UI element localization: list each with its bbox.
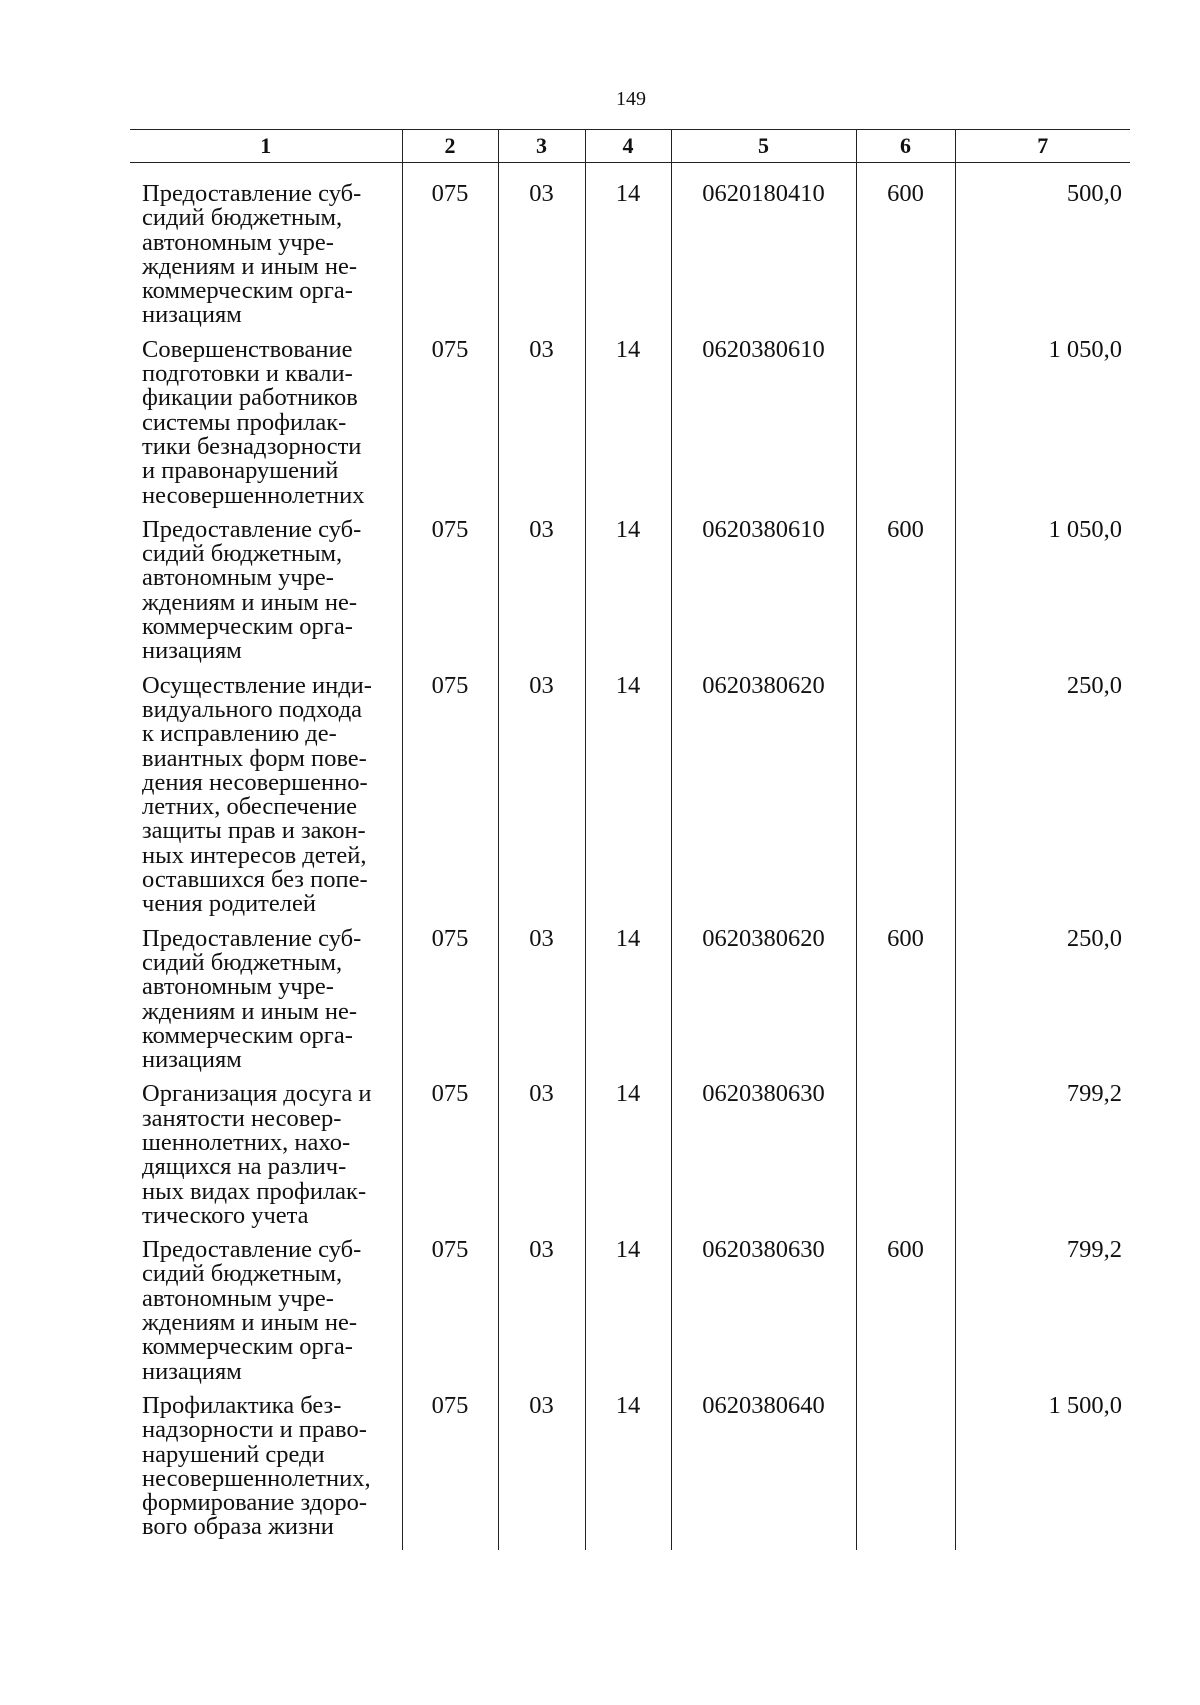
description-line: ждениям и иным не- — [142, 1309, 358, 1337]
row-target-item-code: 0620380610 — [671, 338, 856, 518]
description-line: сидий бюджетным, — [142, 948, 343, 976]
row-ministry-code: 075 — [402, 1082, 498, 1238]
description-line: автономным учре- — [142, 1284, 334, 1312]
description-line: занятости несовер- — [142, 1104, 342, 1132]
header-row — [130, 130, 1130, 163]
description-line: Осуществление инди- — [142, 671, 372, 699]
row-subsection-code: 14 — [585, 1238, 671, 1394]
row-description — [130, 515, 402, 674]
row-section-code: 03 — [498, 927, 585, 1083]
description-line: вого образа жизни — [142, 1513, 334, 1541]
description-line: коммерческим орга- — [142, 613, 353, 641]
description-line: ных видах профилак- — [142, 1177, 367, 1205]
description-line: к исправлению де- — [142, 720, 337, 748]
row-amount: 250,0 — [955, 674, 1130, 927]
row-expense-type-code — [856, 674, 955, 927]
description-line: автономным учре- — [142, 564, 334, 592]
description-line: подготовки и квали- — [142, 360, 353, 388]
row-subsection-code: 14 — [585, 1394, 671, 1550]
row-expense-type-code: 600 — [856, 163, 955, 338]
description-line: ждениям и иным не- — [142, 252, 358, 280]
description-line: сидий бюджетным, — [142, 204, 343, 232]
page-number: 149 — [616, 88, 646, 110]
row-expense-type-code — [856, 1082, 955, 1238]
description-line: тики безнадзорности — [142, 432, 362, 460]
row-ministry-code: 075 — [402, 1238, 498, 1394]
description-line: оставшихся без попе- — [142, 866, 368, 894]
table-header — [130, 130, 1130, 163]
description-line: защиты прав и закон- — [142, 817, 366, 845]
row-section-code: 03 — [498, 518, 585, 674]
row-description — [130, 163, 402, 338]
header-col-2: 2 — [402, 130, 498, 163]
row-amount: 1 050,0 — [955, 338, 1130, 518]
description-line: дящихся на различ- — [142, 1153, 347, 1181]
row-section-code: 03 — [498, 1082, 585, 1238]
header-col-6: 6 — [856, 130, 955, 163]
row-section-code: 03 — [498, 1238, 585, 1394]
row-expense-type-code: 600 — [856, 518, 955, 674]
row-subsection-code: 14 — [585, 674, 671, 927]
row-expense-type-code: 600 — [856, 1238, 955, 1394]
description-line: тического учета — [142, 1201, 309, 1229]
description-line: сидий бюджетным, — [142, 1260, 343, 1288]
row-amount: 1 500,0 — [955, 1394, 1130, 1550]
row-ministry-code: 075 — [402, 518, 498, 674]
row-target-item-code: 0620380620 — [671, 674, 856, 927]
description-line: формирование здоро- — [142, 1489, 368, 1517]
table-row — [130, 1082, 1130, 1238]
description-line: системы профилак- — [142, 408, 347, 436]
budget-table-container — [130, 129, 1130, 1550]
description-line: ных интересов детей, — [142, 841, 367, 869]
row-ministry-code: 075 — [402, 927, 498, 1083]
row-subsection-code: 14 — [585, 927, 671, 1083]
description-line: Предоставление суб- — [142, 1236, 362, 1264]
header-col-7: 7 — [955, 130, 1130, 163]
row-description — [130, 1238, 402, 1394]
description-line: Профилактика без- — [142, 1391, 342, 1419]
description-line: видуального подхода — [142, 695, 363, 723]
row-amount: 500,0 — [955, 163, 1130, 338]
description-line: низациям — [142, 637, 242, 665]
row-subsection-code: 14 — [585, 163, 671, 338]
table-row — [130, 1394, 1130, 1550]
table-row — [130, 927, 1130, 1083]
budget-table — [130, 129, 1130, 1550]
description-line: сидий бюджетным, — [142, 540, 343, 568]
description-line: несовершеннолетних, — [142, 1464, 371, 1492]
description-line: ждениям и иным не- — [142, 588, 358, 616]
row-description — [130, 1082, 402, 1238]
row-target-item-code: 0620380630 — [671, 1238, 856, 1394]
description-line: Предоставление суб- — [142, 924, 362, 952]
row-target-item-code: 0620380630 — [671, 1082, 856, 1238]
row-amount: 1 050,0 — [955, 518, 1130, 674]
row-amount: 250,0 — [955, 927, 1130, 1083]
description-line: шеннолетних, нахо- — [142, 1128, 351, 1156]
header-col-1: 1 — [130, 130, 402, 163]
description-line: Совершенствование — [142, 335, 353, 363]
description-line: несовершеннолетних — [142, 481, 365, 509]
description-line: автономным учре- — [142, 228, 334, 256]
description-line: фикации работников — [142, 384, 358, 412]
table-row — [130, 338, 1130, 518]
row-ministry-code: 075 — [402, 1394, 498, 1550]
description-line: коммерческим орга- — [142, 1333, 353, 1361]
description-line: Предоставление суб- — [142, 515, 362, 543]
row-description — [130, 335, 402, 518]
header-col-4: 4 — [585, 130, 671, 163]
description-line: коммерческим орга- — [142, 277, 353, 305]
row-expense-type-code: 600 — [856, 927, 955, 1083]
row-description — [130, 924, 402, 1083]
row-ministry-code: 075 — [402, 338, 498, 518]
description-line: ждениям и иным не- — [142, 997, 358, 1025]
row-ministry-code: 075 — [402, 163, 498, 338]
description-line: коммерческим орга- — [142, 1021, 353, 1049]
description-line: надзорности и право- — [142, 1416, 367, 1444]
table-row — [130, 518, 1130, 674]
row-section-code: 03 — [498, 163, 585, 338]
row-expense-type-code — [856, 338, 955, 518]
header-col-5: 5 — [671, 130, 856, 163]
row-description — [130, 1391, 402, 1550]
row-target-item-code: 0620180410 — [671, 163, 856, 338]
description-line: чения родителей — [142, 890, 316, 918]
row-target-item-code: 0620380620 — [671, 927, 856, 1083]
row-description — [130, 671, 402, 927]
description-line: дения несовершенно- — [142, 768, 368, 796]
description-line: и правонарушений — [142, 457, 339, 485]
description-line: нарушений среди — [142, 1440, 325, 1468]
row-section-code: 03 — [498, 674, 585, 927]
row-amount: 799,2 — [955, 1238, 1130, 1394]
description-line: низациям — [142, 1046, 242, 1074]
description-line: низациям — [142, 301, 242, 329]
description-line: Организация досуга и — [142, 1080, 372, 1108]
row-section-code: 03 — [498, 1394, 585, 1550]
row-target-item-code: 0620380610 — [671, 518, 856, 674]
row-section-code: 03 — [498, 338, 585, 518]
row-expense-type-code — [856, 1394, 955, 1550]
row-subsection-code: 14 — [585, 518, 671, 674]
row-ministry-code: 075 — [402, 674, 498, 927]
description-line: летних, обеспечение — [142, 793, 357, 821]
table-row — [130, 1238, 1130, 1394]
row-subsection-code: 14 — [585, 1082, 671, 1238]
row-amount: 799,2 — [955, 1082, 1130, 1238]
row-subsection-code: 14 — [585, 338, 671, 518]
description-line: виантных форм пове- — [142, 744, 367, 772]
header-col-3: 3 — [498, 130, 585, 163]
table-body — [130, 163, 1130, 1550]
description-line: низациям — [142, 1357, 242, 1385]
description-line: автономным учре- — [142, 973, 334, 1001]
table-row — [130, 674, 1130, 927]
row-target-item-code: 0620380640 — [671, 1394, 856, 1550]
table-row — [130, 163, 1130, 338]
description-line: Предоставление суб- — [142, 180, 362, 207]
